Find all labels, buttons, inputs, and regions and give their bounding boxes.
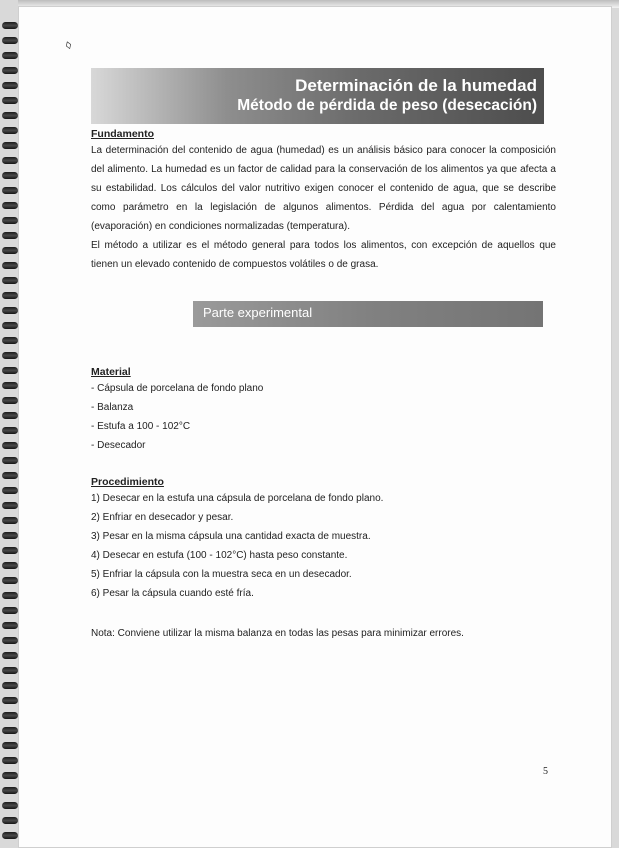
spiral-coil xyxy=(2,142,18,149)
spiral-coil xyxy=(2,532,18,539)
spiral-coil xyxy=(2,472,18,479)
spiral-coil xyxy=(2,67,18,74)
fundamento-paragraph-2: El método a utilizar es el método general para todos los alimentos, con excepción de aquellos que tienen un elevado contenido de compuestos volátiles o de grasa. xyxy=(91,240,556,270)
spiral-coil xyxy=(2,757,18,764)
spiral-coil xyxy=(2,367,18,374)
procedure-step: 6) Pesar la cápsula cuando esté fría. xyxy=(91,588,254,599)
material-item: - Desecador xyxy=(91,440,146,451)
spiral-coil xyxy=(2,97,18,104)
page-subtitle: Método de pérdida de peso (desecación) xyxy=(237,97,537,114)
spiral-coil xyxy=(2,412,18,419)
spiral-coil xyxy=(2,622,18,629)
spiral-coil xyxy=(2,727,18,734)
spiral-coil xyxy=(2,397,18,404)
procedure-step: 4) Desecar en estufa (100 - 102°C) hasta peso constante. xyxy=(91,550,348,561)
spiral-coil xyxy=(2,697,18,704)
spiral-coil xyxy=(2,247,18,254)
fundamento-heading: Fundamento xyxy=(91,128,154,140)
title-banner xyxy=(91,68,544,124)
procedure-step: 2) Enfriar en desecador y pesar. xyxy=(91,512,234,523)
material-heading: Material xyxy=(91,366,131,378)
page-title: Determinación de la humedad xyxy=(295,76,537,95)
spiral-coil xyxy=(2,652,18,659)
spiral-coil xyxy=(2,772,18,779)
material-item: - Estufa a 100 - 102°C xyxy=(91,421,191,432)
spiral-coil xyxy=(2,52,18,59)
spiral-coil xyxy=(2,232,18,239)
spiral-coil xyxy=(2,832,18,839)
spiral-coil xyxy=(2,307,18,314)
material-item: - Cápsula de porcelana de fondo plano xyxy=(91,383,264,394)
spiral-coil xyxy=(2,37,18,44)
section-banner xyxy=(193,301,543,327)
spiral-coil xyxy=(2,112,18,119)
spiral-coil xyxy=(2,127,18,134)
spiral-coil xyxy=(2,157,18,164)
spiral-coil xyxy=(2,262,18,269)
spiral-coil xyxy=(2,517,18,524)
procedure-step: 5) Enfriar la cápsula con la muestra seca en un desecador. xyxy=(91,569,352,580)
spiral-coil xyxy=(2,787,18,794)
spiral-coil xyxy=(2,607,18,614)
spiral-coil xyxy=(2,577,18,584)
fundamento-section xyxy=(91,128,556,274)
material-section xyxy=(91,366,263,455)
pen-mark-icon: ◊ xyxy=(64,39,74,53)
spiral-coil xyxy=(2,487,18,494)
spiral-coil xyxy=(2,802,18,809)
spiral-coil xyxy=(2,742,18,749)
procedure-step: 1) Desecar en la estufa una cápsula de porcelana de fondo plano. xyxy=(91,493,384,504)
spiral-binding xyxy=(0,22,22,842)
spiral-coil xyxy=(2,187,18,194)
spiral-coil xyxy=(2,592,18,599)
spiral-coil xyxy=(2,172,18,179)
note-text: Nota: Conviene utilizar la misma balanza en todas las pesas para minimizar errores. xyxy=(91,628,464,639)
page-number: 5 xyxy=(543,766,548,777)
spiral-coil xyxy=(2,22,18,29)
spiral-coil xyxy=(2,502,18,509)
spiral-coil xyxy=(2,817,18,824)
spiral-coil xyxy=(2,382,18,389)
section-title: Parte experimental xyxy=(203,305,313,320)
procedimiento-section xyxy=(91,476,383,603)
spiral-coil xyxy=(2,322,18,329)
spiral-coil xyxy=(2,682,18,689)
spiral-coil xyxy=(2,427,18,434)
fundamento-paragraph-1: La determinación del contenido de agua (humedad) es un análisis básico para conocer la composición del alimento. La humedad es un factor de calidad para la conservación de los alimentos ya que afecta a su estabilidad. Los cálculos del valor nutritivo exigen conocer el contenido de agua, que se describe como parámetro en la legislación de algunos alimentos. Pérdida del agua por calentamiento (evaporación) en condiciones normalizadas (temperatura). xyxy=(91,145,556,232)
spiral-coil xyxy=(2,277,18,284)
spiral-coil xyxy=(2,637,18,644)
spiral-coil xyxy=(2,82,18,89)
spiral-coil xyxy=(2,217,18,224)
spiral-coil xyxy=(2,562,18,569)
spiral-coil xyxy=(2,667,18,674)
procedimiento-heading: Procedimiento xyxy=(91,476,164,488)
spiral-coil xyxy=(2,337,18,344)
spiral-coil xyxy=(2,202,18,209)
spiral-coil xyxy=(2,442,18,449)
spiral-coil xyxy=(2,547,18,554)
spiral-coil xyxy=(2,712,18,719)
spiral-coil xyxy=(2,457,18,464)
material-item: - Balanza xyxy=(91,402,134,413)
spiral-coil xyxy=(2,292,18,299)
procedure-step: 3) Pesar en la misma cápsula una cantidad exacta de muestra. xyxy=(91,531,371,542)
spiral-coil xyxy=(2,352,18,359)
